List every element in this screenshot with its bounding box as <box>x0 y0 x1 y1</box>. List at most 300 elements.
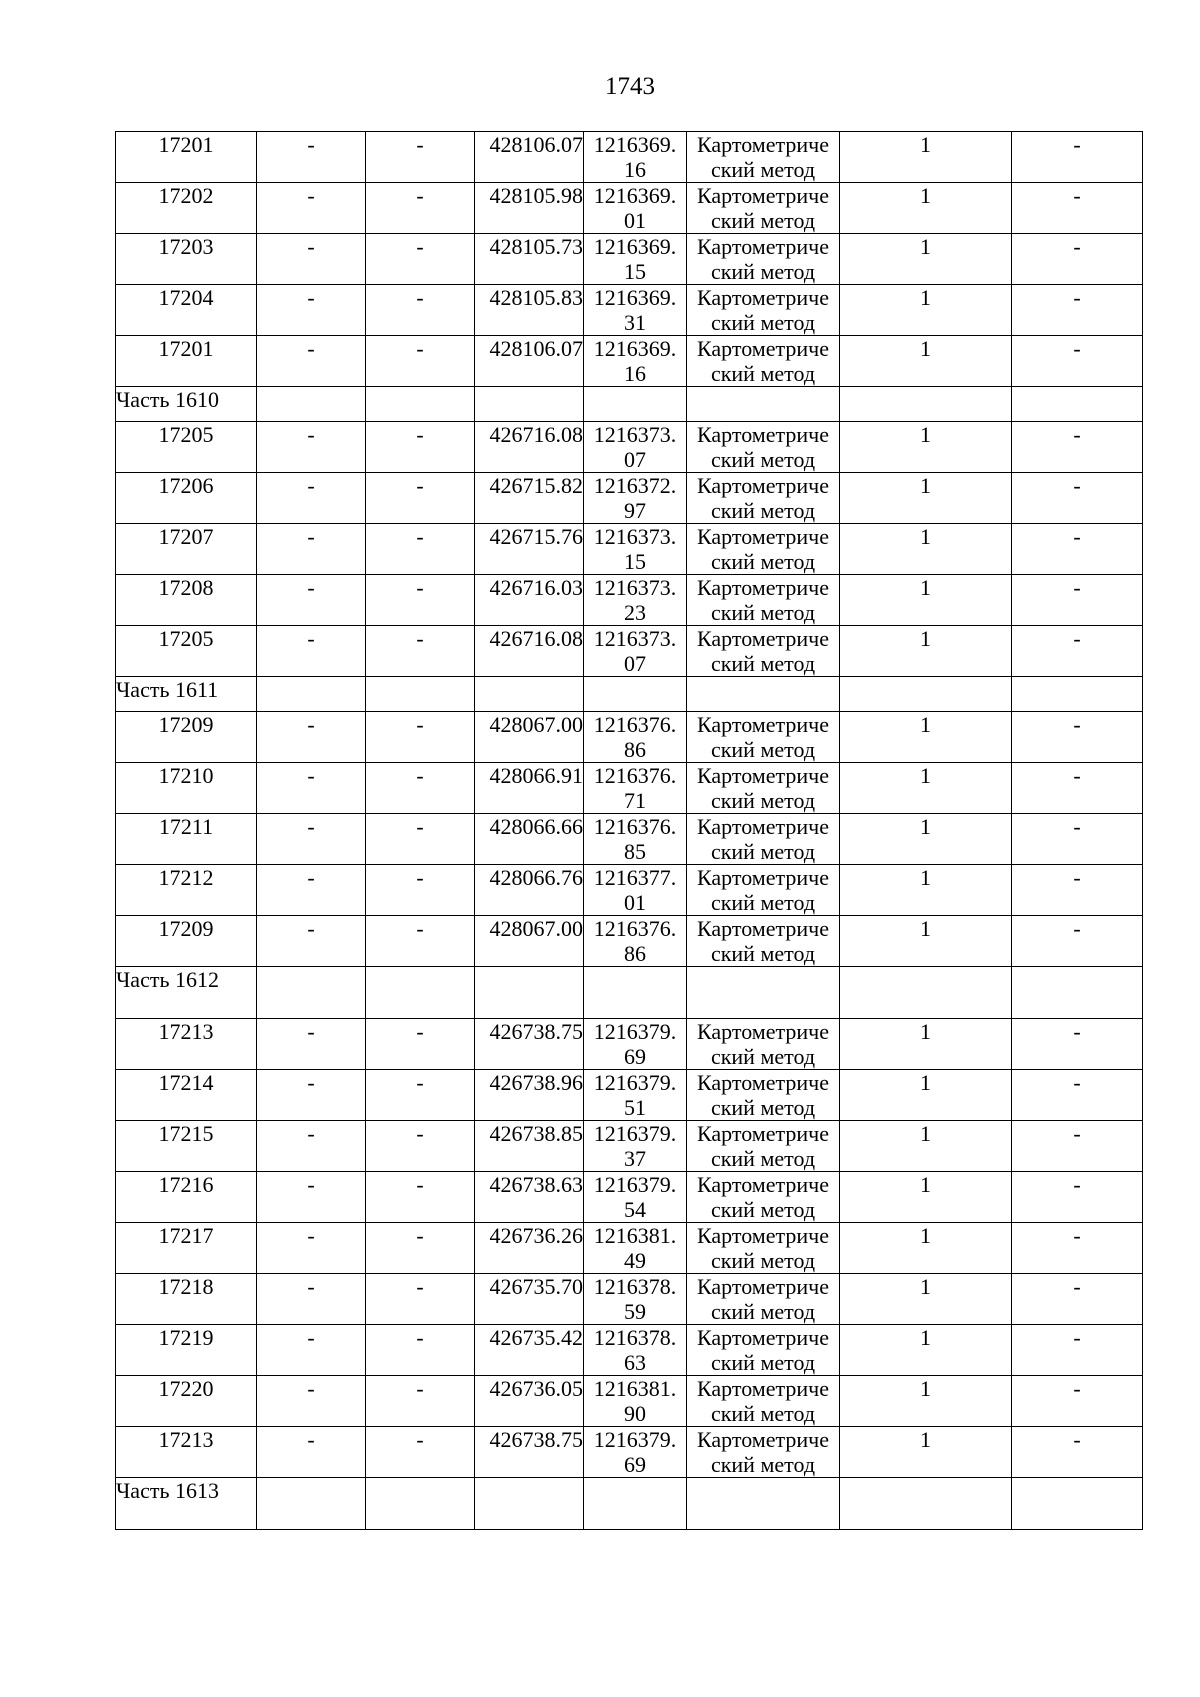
old-x-cell: - <box>257 1172 366 1223</box>
accuracy-cell: 1 <box>840 1121 1012 1172</box>
accuracy-cell: 1 <box>840 1019 1012 1070</box>
old-x-cell: - <box>257 712 366 763</box>
old-x-cell: - <box>257 763 366 814</box>
method-cell <box>687 626 840 677</box>
old-x-cell: - <box>257 132 366 183</box>
description-cell: - <box>1012 763 1143 814</box>
point-number-cell: 17204 <box>116 285 257 336</box>
x-coordinate-cell: 426738.96 <box>475 1070 584 1121</box>
part-header-row <box>116 387 1143 422</box>
y-coordinate-line2: 07 <box>624 447 646 472</box>
old-y-cell: - <box>366 1376 475 1427</box>
method-line2: ский метод <box>710 549 816 574</box>
point-number-cell: 17208 <box>116 575 257 626</box>
x-coordinate-cell: 428105.98 <box>475 183 584 234</box>
accuracy-cell: 1 <box>840 1070 1012 1121</box>
old-y-cell: - <box>366 1274 475 1325</box>
method-line1: Картометриче <box>697 473 829 498</box>
old-x-cell: - <box>257 916 366 967</box>
x-coordinate-cell: 428066.76 <box>475 865 584 916</box>
empty-cell <box>257 967 366 1019</box>
method-line1: Картометриче <box>697 1427 829 1452</box>
empty-cell <box>687 677 840 712</box>
accuracy-cell: 1 <box>840 336 1012 387</box>
old-y-cell: - <box>366 712 475 763</box>
table-row <box>116 1121 1143 1172</box>
accuracy-cell: 1 <box>840 712 1012 763</box>
method-line2: ский метод <box>710 1248 816 1273</box>
point-number-cell: 17212 <box>116 865 257 916</box>
method-cell <box>687 1376 840 1427</box>
y-coordinate-line1: 1216379. <box>593 1019 677 1044</box>
y-coordinate-line1: 1216379. <box>593 1427 677 1452</box>
method-line2: ский метод <box>710 498 816 523</box>
old-x-cell: - <box>257 1019 366 1070</box>
empty-cell <box>840 387 1012 422</box>
empty-cell <box>687 387 840 422</box>
point-number-cell: 17217 <box>116 1223 257 1274</box>
y-coordinate-cell <box>584 1172 687 1223</box>
point-number-cell: 17201 <box>116 132 257 183</box>
table-row <box>116 1172 1143 1223</box>
method-line2: ский метод <box>710 447 816 472</box>
old-x-cell: - <box>257 626 366 677</box>
table-row <box>116 712 1143 763</box>
y-coordinate-line2: 97 <box>624 498 646 523</box>
part-label: Часть 1613 <box>116 1478 257 1530</box>
x-coordinate-cell: 426716.03 <box>475 575 584 626</box>
part-header-row <box>116 967 1143 1019</box>
y-coordinate-line1: 1216373. <box>593 524 677 549</box>
x-coordinate-cell: 426735.70 <box>475 1274 584 1325</box>
accuracy-cell: 1 <box>840 285 1012 336</box>
point-number-cell: 17210 <box>116 763 257 814</box>
y-coordinate-line1: 1216379. <box>593 1172 677 1197</box>
method-line2: ский метод <box>710 890 816 915</box>
x-coordinate-cell: 426735.42 <box>475 1325 584 1376</box>
old-y-cell: - <box>366 336 475 387</box>
y-coordinate-line2: 69 <box>624 1044 646 1069</box>
part-label: Часть 1612 <box>116 967 257 1019</box>
description-cell: - <box>1012 1325 1143 1376</box>
part-label: Часть 1610 <box>116 387 257 422</box>
empty-cell <box>687 1478 840 1530</box>
old-x-cell: - <box>257 814 366 865</box>
y-coordinate-cell <box>584 1274 687 1325</box>
y-coordinate-line1: 1216369. <box>593 234 677 259</box>
method-line1: Картометриче <box>697 1070 829 1095</box>
y-coordinate-line2: 90 <box>624 1401 646 1426</box>
empty-cell <box>1012 677 1143 712</box>
method-line1: Картометриче <box>697 575 829 600</box>
old-x-cell: - <box>257 865 366 916</box>
method-line2: ский метод <box>710 1044 816 1069</box>
method-line2: ский метод <box>710 600 816 625</box>
accuracy-cell: 1 <box>840 814 1012 865</box>
old-y-cell: - <box>366 1019 475 1070</box>
method-cell <box>687 1172 840 1223</box>
method-cell <box>687 524 840 575</box>
old-x-cell: - <box>257 183 366 234</box>
table-row <box>116 865 1143 916</box>
y-coordinate-line2: 71 <box>624 788 646 813</box>
method-line1: Картометриче <box>697 422 829 447</box>
description-cell: - <box>1012 1019 1143 1070</box>
x-coordinate-cell: 428066.91 <box>475 763 584 814</box>
description-cell: - <box>1012 336 1143 387</box>
y-coordinate-line1: 1216381. <box>593 1223 677 1248</box>
x-coordinate-cell: 428067.00 <box>475 712 584 763</box>
description-cell: - <box>1012 1274 1143 1325</box>
description-cell: - <box>1012 1427 1143 1478</box>
method-line2: ский метод <box>710 1452 816 1477</box>
y-coordinate-cell <box>584 336 687 387</box>
method-cell <box>687 916 840 967</box>
method-cell <box>687 285 840 336</box>
x-coordinate-cell: 428106.07 <box>475 336 584 387</box>
table-row <box>116 763 1143 814</box>
y-coordinate-line1: 1216378. <box>593 1325 677 1350</box>
method-line1: Картометриче <box>697 712 829 737</box>
old-x-cell: - <box>257 1325 366 1376</box>
y-coordinate-cell <box>584 814 687 865</box>
old-x-cell: - <box>257 1223 366 1274</box>
method-line1: Картометриче <box>697 763 829 788</box>
method-line1: Картометриче <box>697 1019 829 1044</box>
method-line2: ский метод <box>710 1401 816 1426</box>
empty-cell <box>475 1478 584 1530</box>
method-cell <box>687 1121 840 1172</box>
method-line1: Картометриче <box>697 1274 829 1299</box>
y-coordinate-line2: 69 <box>624 1452 646 1477</box>
point-number-cell: 17206 <box>116 473 257 524</box>
y-coordinate-line2: 86 <box>624 941 646 966</box>
table-body <box>116 132 1143 1530</box>
x-coordinate-cell: 426738.75 <box>475 1427 584 1478</box>
description-cell: - <box>1012 814 1143 865</box>
accuracy-cell: 1 <box>840 626 1012 677</box>
y-coordinate-line1: 1216377. <box>593 865 677 890</box>
point-number-cell: 17214 <box>116 1070 257 1121</box>
old-x-cell: - <box>257 473 366 524</box>
empty-cell <box>584 1478 687 1530</box>
x-coordinate-cell: 426738.85 <box>475 1121 584 1172</box>
description-cell: - <box>1012 183 1143 234</box>
y-coordinate-cell <box>584 183 687 234</box>
method-cell <box>687 132 840 183</box>
x-coordinate-cell: 426716.08 <box>475 626 584 677</box>
method-cell <box>687 1223 840 1274</box>
old-y-cell: - <box>366 1325 475 1376</box>
table-row <box>116 1070 1143 1121</box>
y-coordinate-line2: 37 <box>624 1146 646 1171</box>
y-coordinate-line2: 07 <box>624 651 646 676</box>
old-x-cell: - <box>257 1121 366 1172</box>
y-coordinate-line2: 16 <box>624 157 646 182</box>
point-number-cell: 17202 <box>116 183 257 234</box>
point-number-cell: 17205 <box>116 626 257 677</box>
method-line2: ский метод <box>710 259 816 284</box>
y-coordinate-line1: 1216369. <box>593 132 677 157</box>
accuracy-cell: 1 <box>840 916 1012 967</box>
y-coordinate-line1: 1216369. <box>593 183 677 208</box>
empty-cell <box>840 677 1012 712</box>
method-line2: ский метод <box>710 1095 816 1120</box>
old-y-cell: - <box>366 626 475 677</box>
y-coordinate-line1: 1216373. <box>593 422 677 447</box>
empty-cell <box>584 387 687 422</box>
accuracy-cell: 1 <box>840 473 1012 524</box>
accuracy-cell: 1 <box>840 1223 1012 1274</box>
accuracy-cell: 1 <box>840 132 1012 183</box>
page-number: 1743 <box>605 73 655 100</box>
description-cell: - <box>1012 575 1143 626</box>
empty-cell <box>366 1478 475 1530</box>
y-coordinate-line2: 63 <box>624 1350 646 1375</box>
y-coordinate-line2: 01 <box>624 890 646 915</box>
old-y-cell: - <box>366 814 475 865</box>
y-coordinate-cell <box>584 1376 687 1427</box>
y-coordinate-line1: 1216379. <box>593 1070 677 1095</box>
method-line1: Картометриче <box>697 132 829 157</box>
method-line1: Картометриче <box>697 524 829 549</box>
method-line1: Картометриче <box>697 285 829 310</box>
empty-cell <box>366 967 475 1019</box>
method-cell <box>687 575 840 626</box>
point-number-cell: 17205 <box>116 422 257 473</box>
y-coordinate-cell <box>584 626 687 677</box>
method-line2: ский метод <box>710 361 816 386</box>
method-cell <box>687 336 840 387</box>
method-line1: Картометриче <box>697 1325 829 1350</box>
description-cell: - <box>1012 916 1143 967</box>
old-y-cell: - <box>366 1121 475 1172</box>
y-coordinate-line2: 16 <box>624 361 646 386</box>
table-row <box>116 1274 1143 1325</box>
y-coordinate-cell <box>584 1019 687 1070</box>
y-coordinate-line1: 1216376. <box>593 763 677 788</box>
method-cell <box>687 712 840 763</box>
old-y-cell: - <box>366 524 475 575</box>
point-number-cell: 17216 <box>116 1172 257 1223</box>
point-number-cell: 17203 <box>116 234 257 285</box>
part-label: Часть 1611 <box>116 677 257 712</box>
x-coordinate-cell: 428106.07 <box>475 132 584 183</box>
empty-cell <box>584 967 687 1019</box>
y-coordinate-line2: 01 <box>624 208 646 233</box>
y-coordinate-cell <box>584 916 687 967</box>
empty-cell <box>475 967 584 1019</box>
old-y-cell: - <box>366 1070 475 1121</box>
old-x-cell: - <box>257 1427 366 1478</box>
old-x-cell: - <box>257 524 366 575</box>
table-row <box>116 473 1143 524</box>
method-line1: Картометриче <box>697 336 829 361</box>
method-line1: Картометриче <box>697 1223 829 1248</box>
point-number-cell: 17215 <box>116 1121 257 1172</box>
point-number-cell: 17211 <box>116 814 257 865</box>
old-y-cell: - <box>366 473 475 524</box>
description-cell: - <box>1012 1070 1143 1121</box>
y-coordinate-line1: 1216378. <box>593 1274 677 1299</box>
description-cell: - <box>1012 1172 1143 1223</box>
table-row <box>116 336 1143 387</box>
x-coordinate-cell: 428067.00 <box>475 916 584 967</box>
y-coordinate-line2: 85 <box>624 839 646 864</box>
y-coordinate-cell <box>584 473 687 524</box>
y-coordinate-cell <box>584 422 687 473</box>
empty-cell <box>1012 1478 1143 1530</box>
old-y-cell: - <box>366 575 475 626</box>
point-number-cell: 17207 <box>116 524 257 575</box>
x-coordinate-cell: 426715.76 <box>475 524 584 575</box>
method-cell <box>687 473 840 524</box>
y-coordinate-line1: 1216372. <box>593 473 677 498</box>
y-coordinate-line1: 1216376. <box>593 916 677 941</box>
accuracy-cell: 1 <box>840 1172 1012 1223</box>
empty-cell <box>366 387 475 422</box>
x-coordinate-cell: 426736.26 <box>475 1223 584 1274</box>
empty-cell <box>475 387 584 422</box>
y-coordinate-line2: 31 <box>624 310 646 335</box>
empty-cell <box>584 677 687 712</box>
point-number-cell: 17209 <box>116 712 257 763</box>
old-y-cell: - <box>366 422 475 473</box>
description-cell: - <box>1012 1121 1143 1172</box>
y-coordinate-line1: 1216369. <box>593 336 677 361</box>
accuracy-cell: 1 <box>840 422 1012 473</box>
method-cell <box>687 1070 840 1121</box>
empty-cell <box>1012 967 1143 1019</box>
y-coordinate-cell <box>584 1427 687 1478</box>
part-header-row <box>116 1478 1143 1530</box>
y-coordinate-line1: 1216379. <box>593 1121 677 1146</box>
accuracy-cell: 1 <box>840 763 1012 814</box>
method-line2: ский метод <box>710 157 816 182</box>
method-line1: Картометриче <box>697 1121 829 1146</box>
table-row <box>116 524 1143 575</box>
method-line2: ский метод <box>710 310 816 335</box>
method-line1: Картометриче <box>697 814 829 839</box>
method-cell <box>687 1427 840 1478</box>
old-y-cell: - <box>366 865 475 916</box>
x-coordinate-cell: 426738.63 <box>475 1172 584 1223</box>
accuracy-cell: 1 <box>840 575 1012 626</box>
method-line1: Картометриче <box>697 626 829 651</box>
method-line1: Картометриче <box>697 1172 829 1197</box>
table-row <box>116 626 1143 677</box>
method-line1: Картометриче <box>697 865 829 890</box>
accuracy-cell: 1 <box>840 524 1012 575</box>
old-y-cell: - <box>366 763 475 814</box>
old-x-cell: - <box>257 336 366 387</box>
description-cell: - <box>1012 1376 1143 1427</box>
x-coordinate-cell: 428105.73 <box>475 234 584 285</box>
old-x-cell: - <box>257 575 366 626</box>
empty-cell <box>687 967 840 1019</box>
method-line2: ский метод <box>710 208 816 233</box>
method-line1: Картометриче <box>697 183 829 208</box>
y-coordinate-line2: 23 <box>624 600 646 625</box>
old-y-cell: - <box>366 183 475 234</box>
table-row <box>116 234 1143 285</box>
point-number-cell: 17213 <box>116 1427 257 1478</box>
y-coordinate-line2: 54 <box>624 1197 646 1222</box>
table-row <box>116 183 1143 234</box>
y-coordinate-line2: 49 <box>624 1248 646 1273</box>
table-row <box>116 575 1143 626</box>
old-x-cell: - <box>257 1376 366 1427</box>
method-line2: ский метод <box>710 1146 816 1171</box>
old-x-cell: - <box>257 1070 366 1121</box>
y-coordinate-cell <box>584 132 687 183</box>
y-coordinate-line1: 1216376. <box>593 712 677 737</box>
method-line2: ский метод <box>710 839 816 864</box>
empty-cell <box>257 1478 366 1530</box>
point-number-cell: 17220 <box>116 1376 257 1427</box>
accuracy-cell: 1 <box>840 234 1012 285</box>
part-header-row <box>116 677 1143 712</box>
old-x-cell: - <box>257 234 366 285</box>
empty-cell <box>366 677 475 712</box>
empty-cell <box>257 387 366 422</box>
method-line1: Картометриче <box>697 1376 829 1401</box>
description-cell: - <box>1012 626 1143 677</box>
old-y-cell: - <box>366 1427 475 1478</box>
table-row <box>116 1376 1143 1427</box>
method-line2: ский метод <box>710 651 816 676</box>
old-x-cell: - <box>257 1274 366 1325</box>
y-coordinate-cell <box>584 524 687 575</box>
method-line2: ский метод <box>710 1350 816 1375</box>
description-cell: - <box>1012 1223 1143 1274</box>
empty-cell <box>1012 387 1143 422</box>
table-row <box>116 285 1143 336</box>
method-line1: Картометриче <box>697 916 829 941</box>
table-row <box>116 1223 1143 1274</box>
method-cell <box>687 234 840 285</box>
description-cell: - <box>1012 132 1143 183</box>
y-coordinate-line1: 1216381. <box>593 1376 677 1401</box>
method-line2: ский метод <box>710 1197 816 1222</box>
x-coordinate-cell: 428105.83 <box>475 285 584 336</box>
table-row <box>116 1325 1143 1376</box>
y-coordinate-cell <box>584 1070 687 1121</box>
old-y-cell: - <box>366 234 475 285</box>
accuracy-cell: 1 <box>840 865 1012 916</box>
table-row <box>116 814 1143 865</box>
old-y-cell: - <box>366 285 475 336</box>
empty-cell <box>840 1478 1012 1530</box>
accuracy-cell: 1 <box>840 1376 1012 1427</box>
description-cell: - <box>1012 285 1143 336</box>
method-cell <box>687 1325 840 1376</box>
y-coordinate-line1: 1216373. <box>593 575 677 600</box>
y-coordinate-line2: 15 <box>624 259 646 284</box>
point-number-cell: 17209 <box>116 916 257 967</box>
accuracy-cell: 1 <box>840 1427 1012 1478</box>
x-coordinate-cell: 426738.75 <box>475 1019 584 1070</box>
method-line2: ский метод <box>710 788 816 813</box>
old-y-cell: - <box>366 1223 475 1274</box>
method-cell <box>687 422 840 473</box>
y-coordinate-cell <box>584 763 687 814</box>
y-coordinate-cell <box>584 234 687 285</box>
old-y-cell: - <box>366 132 475 183</box>
y-coordinate-cell <box>584 1325 687 1376</box>
x-coordinate-cell: 426736.05 <box>475 1376 584 1427</box>
y-coordinate-line2: 86 <box>624 737 646 762</box>
